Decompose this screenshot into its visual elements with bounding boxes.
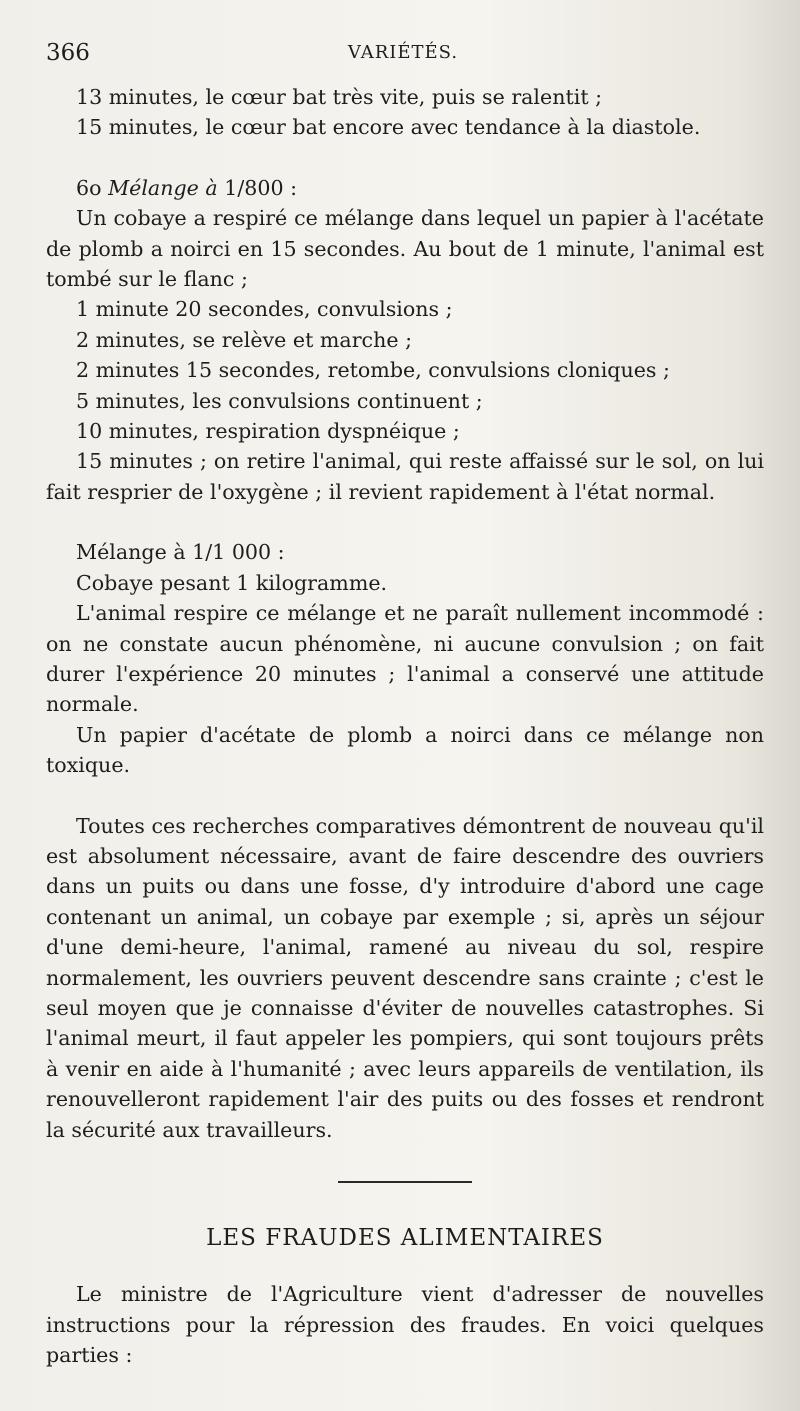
text-line: 15 minutes, le cœur bat encore avec tendance à la diastole. bbox=[76, 115, 701, 140]
running-title: VARIÉTÉS. bbox=[347, 42, 459, 63]
melange-6-final: 15 minutes ; on retire l'animal, qui reste affaissé sur le sol, on lui fait resprier de l'oxygène ; il revient rapidement à l'état normal. bbox=[46, 449, 764, 504]
melange-1000-weight: Cobaye pesant 1 kilogramme. bbox=[76, 570, 388, 595]
section-intro: Le ministre de l'Agriculture vient d'adresser de nouvelles instructions pour la répression des fraudes. En voici quelques parties : bbox=[46, 1282, 764, 1368]
page-header bbox=[46, 40, 760, 76]
spacer bbox=[46, 507, 764, 537]
melange-6-heading bbox=[46, 173, 764, 203]
section-divider bbox=[338, 1181, 472, 1183]
page-number: 366 bbox=[46, 40, 90, 66]
observation-line: 2 minutes, se relève et marche ; bbox=[76, 327, 413, 352]
spacer bbox=[46, 143, 764, 173]
spacer bbox=[46, 781, 764, 811]
melange-1000-heading: Mélange à 1/1 000 : bbox=[76, 540, 285, 565]
melange-1000-paragraph: Un papier d'acétate de plomb a noirci dans ce mélange non toxique. bbox=[46, 722, 764, 778]
observation-line: 5 minutes, les convulsions continuent ; bbox=[76, 388, 483, 413]
conclusion-paragraph: Toutes ces recherches comparatives démontrent de nouveau qu'il est absolument nécessaire, avant de faire descendre des ouvriers dans un puits ou dans une fosse, d'y introduire d'abord une cage contenant un animal, un cobaye par exemple ; si, après un séjour d'une demi-heure, l'animal, ramené au niveau du sol, respire normalement, les ouvriers peuvent descendre sans crainte ; c'est le seul moyen que je connaisse d'éviter de nouvelles catastrophes. Si l'animal meurt, il faut appeler les pompiers, qui sont toujours prêts à venir en aide à l'humanité ; avec leurs appareils de ventilation, ils renouvelleront rapidement l'air des puits ou des fosses et rendront la sécurité aux travailleurs. bbox=[46, 813, 764, 1142]
heading-label: Mélange à bbox=[108, 175, 218, 200]
melange-1000-paragraph: L'animal respire ce mélange et ne paraît nullement incommodé : on ne constate aucun phénomène, ni aucune convulsion ; on fait durer l'expérience 20 minutes ; l'animal a conservé une attitude normale. bbox=[46, 601, 764, 717]
observation-line: 10 minutes, respiration dyspnéique ; bbox=[76, 419, 460, 444]
page-body bbox=[46, 82, 764, 1371]
heading-number: 6o bbox=[76, 175, 102, 200]
section-title: LES FRAUDES ALIMENTAIRES bbox=[206, 1225, 604, 1251]
melange-6-intro: Un cobaye a respiré ce mélange dans lequel un papier à l'acétate de plomb a noirci en 15 secondes. Au bout de 1 minute, l'animal est tombé sur le flanc ; bbox=[46, 206, 764, 292]
text-line: 13 minutes, le cœur bat très vite, puis se ralentit ; bbox=[76, 85, 603, 109]
observation-line: 1 minute 20 secondes, convulsions ; bbox=[76, 297, 453, 322]
heading-ratio: 1/800 : bbox=[224, 175, 298, 200]
observation-line: 2 minutes 15 secondes, retombe, convulsions cloniques ; bbox=[76, 358, 670, 383]
